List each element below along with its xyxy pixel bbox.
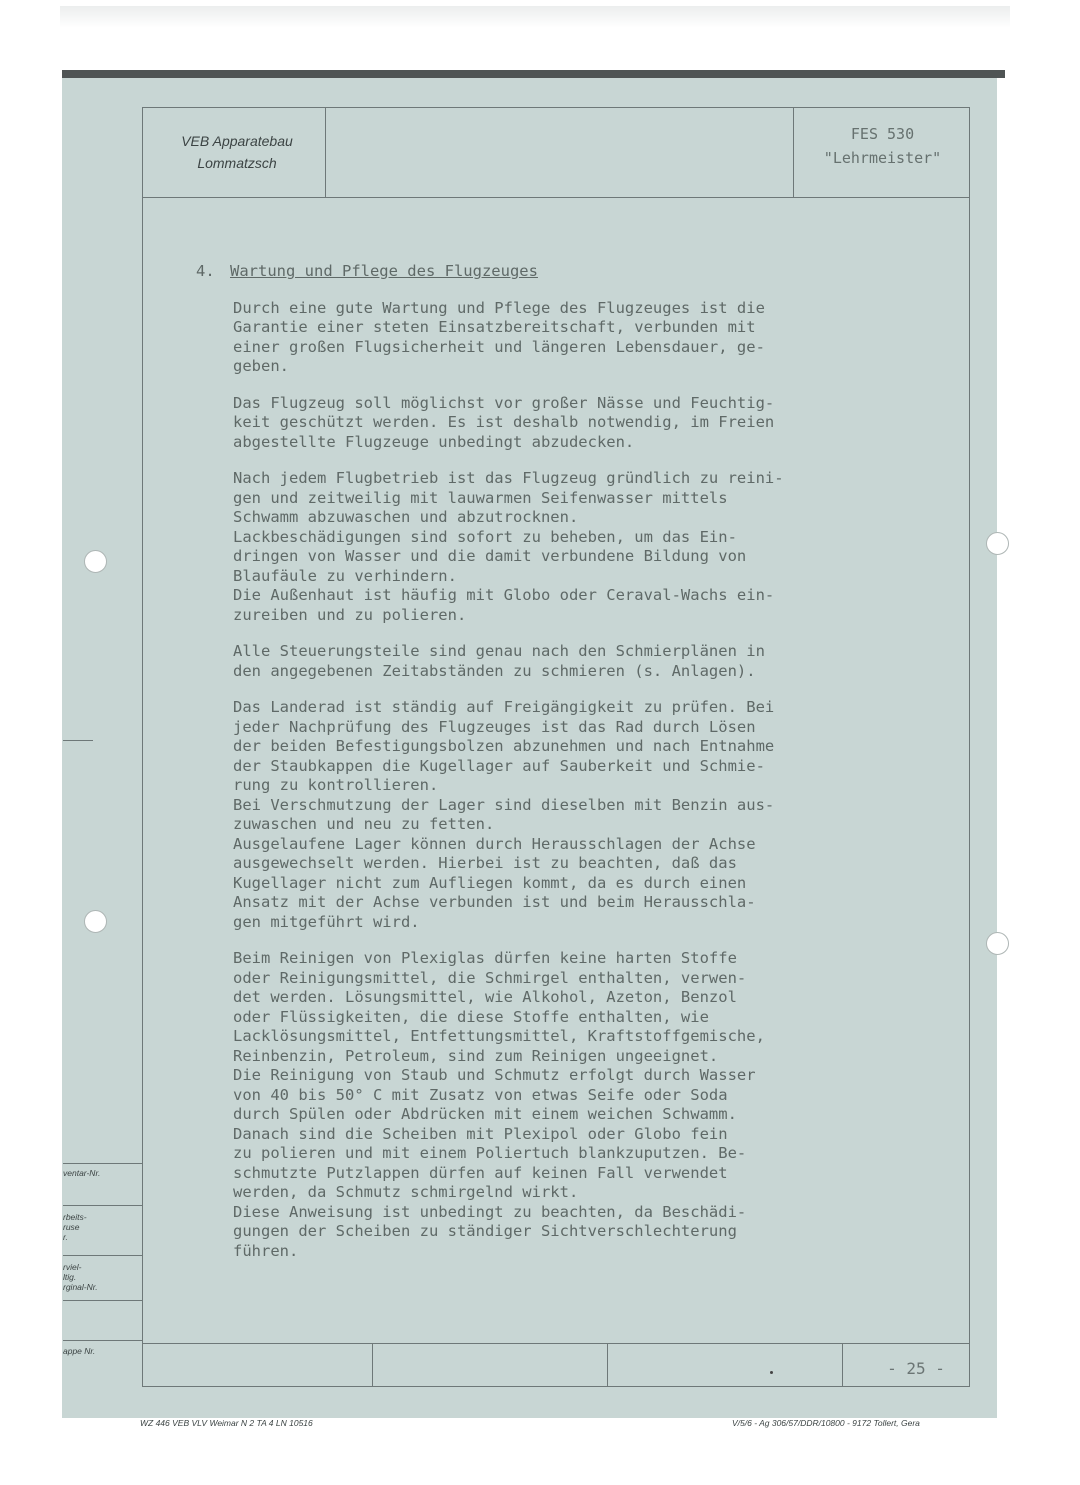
arbeits-line-1: rbeits- [63,1212,87,1222]
margin-tick [63,740,93,741]
text-line: der beiden Befestigungsbolzen abzunehmen und nach Entnahme [233,737,775,755]
header-cell-divider-right [793,107,794,197]
text-line: schmutzte Putzlappen dürfen auf keinen Fall verwendet [233,1163,728,1182]
text-line: von 40 bis 50° C mit Zusatz von etwas Seife oder Soda [233,1085,728,1104]
model-line-2: "Lehrmeister" [823,149,942,167]
text-line: Kugellager nicht zum Aufliegen kommt, da es durch einen [233,873,747,892]
text-line: einer großen Flugsicherheit und längeren Lebensdauer, ge- [233,337,765,356]
aircraft-model [800,122,965,170]
top-edge-bar [62,70,1005,78]
text-line: keit geschützt werden. Es ist deshalb notwendig, im Freien [233,413,775,431]
text-line: rung zu kontrollieren. [233,776,439,794]
footer-cell-divider-3 [842,1343,843,1387]
text-line: Ausgelaufene Lager können durch Herausschlagen der Achse [233,834,756,853]
paragraph [233,394,956,453]
paragraph [233,698,956,932]
footer-cell-divider-2 [607,1343,608,1387]
section-heading: Wartung und Pflege des Flugzeuges [230,262,538,280]
text-line: abgestellte Flugzeuge unbedingt abzudecken. [233,432,635,451]
text-line: Die Außenhaut ist häufig mit Globo oder Ceraval-Wachs ein- [233,586,775,604]
text-line: durch Spülen oder Abdrücken mit einem weichen Schwamm. [233,1105,737,1123]
scan-smudge [60,6,1010,28]
text-line: zureiben und zu polieren. [233,605,467,624]
paragraph [233,949,956,1261]
text-line: Bei Verschmutzung der Lager sind dieselben mit Benzin aus- [233,795,775,814]
text-line: den angegebenen Zeitabständen zu schmieren (s. Anlagen). [233,661,756,680]
footer-left-imprint: WZ 446 VEB VLV Weimar N 2 TA 4 LN 10516 [140,1418,313,1428]
section-number: 4. [196,262,215,280]
text-line: Blaufäule zu verhindern. [233,566,457,585]
page-number: - 25 - [887,1359,945,1378]
mappe-label: appe Nr. [63,1346,96,1356]
text-line: Nach jedem Flugbetrieb ist das Flugzeug gründlich zu reini- [233,469,784,487]
ink-dot [770,1371,773,1374]
text-line: Reinbenzin, Petroleum, sind zum Reinigen ungeeignet. [233,1046,719,1065]
text-line: ausgewechselt werden. Hierbei ist zu beachten, daß das [233,854,737,872]
footer-cell-divider-1 [372,1343,373,1387]
text-line: zu polieren und mit einem Poliertuch blankzuputzen. Be- [233,1144,747,1162]
punch-hole-left-upper [84,550,107,573]
arbeits-line-3: r. [63,1232,68,1242]
text-line: führen. [233,1241,299,1260]
text-line: oder Reinigungsmittel, die Schmirgel enthalten, verwen- [233,968,747,987]
company-line-1: VEB Apparatebau [181,133,293,149]
paragraph [233,299,956,377]
header-divider [142,197,970,198]
text-line: jeder Nachprüfung des Flugzeuges ist das Rad durch Lösen [233,717,756,736]
company-line-2: Lommatzsch [197,155,277,171]
original-label [63,1262,98,1292]
text-line: Das Flugzeug soll möglichst vor großer Nässe und Feuchtig- [233,393,775,412]
document-body [196,262,956,1278]
footer-right-imprint: V/5/6 - Ag 306/57/DDR/10800 - 9172 Tollert, Gera [732,1418,920,1428]
text-line: dringen von Wasser und die damit verbundene Bildung von [233,547,747,565]
margin-box-line-2 [63,1205,142,1206]
text-line: gungen der Scheiben zu ständiger Sichtverschlechterung [233,1222,737,1240]
section-title [196,262,956,282]
paragraph-list [196,299,956,1262]
text-line: Durch eine gute Wartung und Pflege des Flugzeuges ist die [233,298,765,317]
text-line: gen mitgeführt wird. [233,912,420,931]
text-line: Alle Steuerungsteile sind genau nach den Schmierplänen in [233,642,765,660]
margin-box-line-4 [63,1300,142,1301]
text-line: Beim Reinigen von Plexiglas dürfen keine harten Stoffe [233,949,737,967]
text-line: Garantie einer steten Einsatzbereitschaft, verbunden mit [233,318,756,336]
original-line-2: ltig. [63,1272,77,1282]
punch-hole-left-lower [84,910,107,933]
punch-hole-right-lower [986,932,1009,955]
text-line: werden, da Schmutz schmirgelnd wirkt. [233,1183,579,1201]
company-name [152,130,322,174]
footer-divider [142,1343,970,1344]
text-line: Diese Anweisung ist unbedingt zu beachten, da Beschädi- [233,1202,747,1221]
text-line: zuwaschen und neu zu fetten. [233,815,495,833]
text-line: Lacklösungsmittel, Entfettungsmittel, Kraftstoffgemische, [233,1027,765,1045]
text-line: Lackbeschädigungen sind sofort zu beheben, um das Ein- [233,527,737,546]
original-line-1: rviel- [63,1262,82,1272]
paragraph [233,642,956,681]
model-line-1: FES 530 [850,125,915,143]
margin-box-line-3 [63,1255,142,1256]
text-line: Die Reinigung von Staub und Schmutz erfolgt durch Wasser [233,1066,756,1084]
margin-box-line-5 [63,1340,142,1341]
text-line: oder Flüssigkeiten, die diese Stoffe enthalten, wie [233,1007,709,1026]
text-line: Schwamm abzuwaschen und abzutrocknen. [233,508,579,526]
arbeits-line-2: ruse [63,1222,80,1232]
text-line: Das Landerad ist ständig auf Freigängigkeit zu prüfen. Bei [233,698,775,716]
punch-hole-right-upper [986,532,1009,555]
arbeits-label [63,1212,87,1242]
text-line: der Staubkappen die Kugellager auf Sauberkeit und Schmie- [233,756,765,775]
paragraph [233,469,956,625]
header-cell-divider-left [325,107,326,197]
original-line-3: rginal-Nr. [63,1282,98,1292]
text-line: gen und zeitweilig mit lauwarmen Seifenwasser mittels [233,488,728,507]
margin-box-line-1 [63,1163,142,1164]
text-line: Danach sind die Scheiben mit Plexipol oder Globo fein [233,1124,728,1143]
inventar-label: ventar-Nr. [63,1168,101,1178]
text-line: geben. [233,357,289,375]
text-line: Ansatz mit der Achse verbunden ist und beim Herausschla- [233,893,756,911]
text-line: det werden. Lösungsmittel, wie Alkohol, Azeton, Benzol [233,988,737,1006]
